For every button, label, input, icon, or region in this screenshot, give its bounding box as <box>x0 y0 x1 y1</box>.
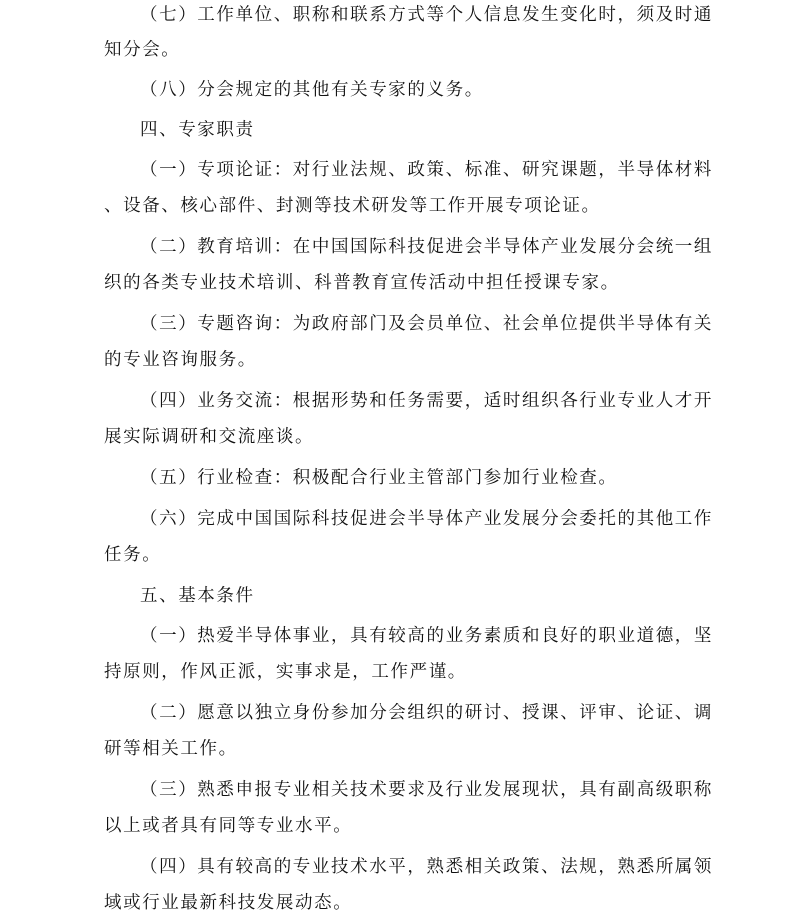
duty-1-line-1: （一）专项论证：对行业法规、政策、标准、研究课题，半导体材料 <box>140 160 713 180</box>
condition-1-line-1: （一）热爱半导体事业，具有较高的业务素质和良好的职业道德，坚 <box>140 626 713 646</box>
condition-4-line-1: （四）具有较高的专业技术水平，熟悉相关政策、法规，熟悉所属领 <box>140 857 713 877</box>
condition-3-line-1: （三）熟悉申报专业相关技术要求及行业发展现状，具有副高级职称 <box>140 780 713 800</box>
paragraph-8-line-1: （八）分会规定的其他有关专家的义务。 <box>140 80 484 100</box>
duty-2-line-2: 织的各类专业技术培训、科普教育宣传活动中担任授课专家。 <box>104 273 620 293</box>
condition-4-line-2: 域或行业最新科技发展动态。 <box>104 893 353 913</box>
duty-3-line-1: （三）专题咨询：为政府部门及会员单位、社会单位提供半导体有关 <box>140 314 713 334</box>
paragraph-7-line-2: 知分会。 <box>104 40 181 60</box>
condition-2-line-1: （二）愿意以独立身份参加分会组织的研讨、授课、评审、论证、调 <box>140 703 713 723</box>
condition-2-line-2: 研等相关工作。 <box>104 739 238 759</box>
paragraph-7-line-1: （七）工作单位、职称和联系方式等个人信息发生变化时，须及时通 <box>140 5 713 25</box>
duty-4-line-1: （四）业务交流：根据形势和任务需要，适时组织各行业专业人才开 <box>140 391 713 411</box>
duty-6-line-1: （六）完成中国国际科技促进会半导体产业发展分会委托的其他工作 <box>140 509 713 529</box>
section-heading-5: 五、基本条件 <box>140 586 255 606</box>
section-heading-4: 四、专家职责 <box>140 120 255 140</box>
condition-1-line-2: 持原则，作风正派，实事求是，工作严谨。 <box>104 662 467 682</box>
duty-6-line-2: 任务。 <box>104 545 162 565</box>
duty-4-line-2: 展实际调研和交流座谈。 <box>104 427 315 447</box>
duty-2-line-1: （二）教育培训：在中国国际科技促进会半导体产业发展分会统一组 <box>140 237 713 257</box>
duty-5-line-1: （五）行业检查：积极配合行业主管部门参加行业检查。 <box>140 468 618 488</box>
condition-3-line-2: 以上或者具有同等专业水平。 <box>104 816 353 836</box>
duty-1-line-2: 、设备、核心部件、封测等技术研发等工作开展专项论证。 <box>104 196 601 216</box>
duty-3-line-2: 的专业咨询服务。 <box>104 350 257 370</box>
